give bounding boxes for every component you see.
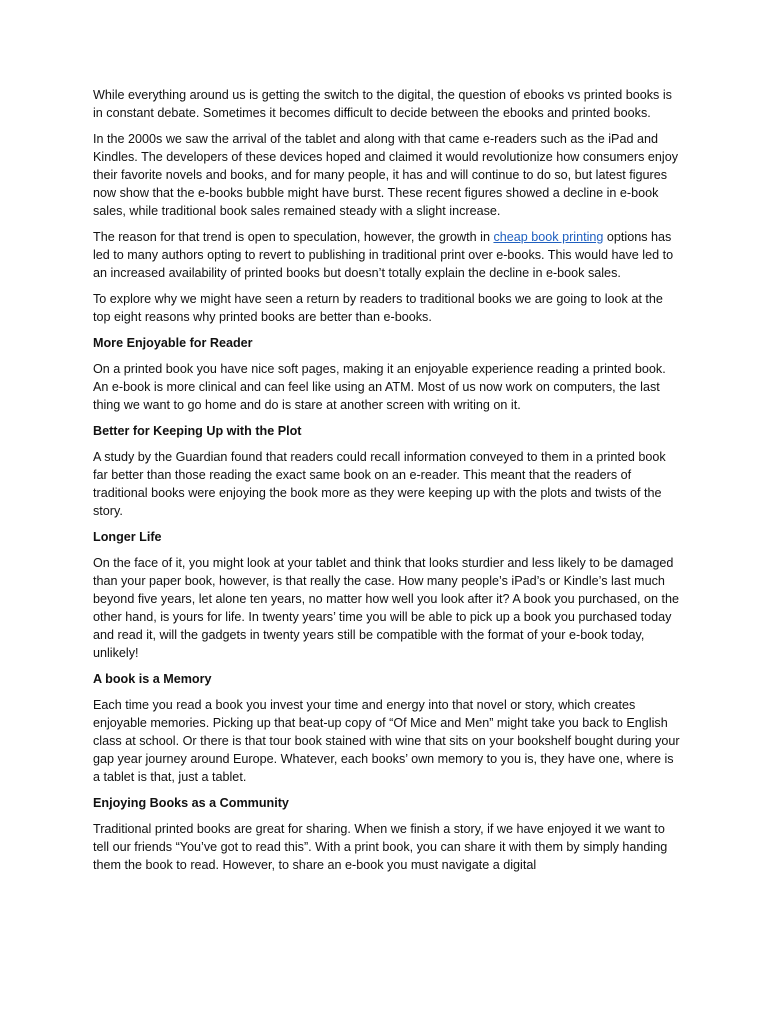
paragraph-longer-life: On the face of it, you might look at your tablet and think that looks sturdier and less likely to be damaged than your paper book, however, is that really the case. How many people’s iPad’s or Kindle’s last much beyond five years, let alone ten years, no matter how well you look after it? A book you purchased, on the other hand, is yours for life. In twenty years’ time you will be able to pick up a book you purchased today and read it, will the gadgets in twenty years still be compatible with the format of your e-book today, unlikely! (93, 556, 679, 660)
document-page (93, 86, 683, 882)
heading-book-memory: A book is a Memory (93, 672, 212, 686)
paragraph-explore: To explore why we might have seen a return by readers to traditional books we are going to look at the top eight reasons why printed books are better than e-books. (93, 292, 663, 324)
heading-community: Enjoying Books as a Community (93, 796, 289, 810)
paragraph-tablet-arrival: In the 2000s we saw the arrival of the tablet and along with that came e-readers such as the iPad and Kindles. The developers of these devices hoped and claimed it would revolutionize how consumers enjoy their favorite novels and books, and for many people, it has and will continue to do so, but latest figures now show that the e-books bubble might have burst. These recent figures showed a decline in e-book sales, while traditional book sales remained steady with a slight increase. (93, 132, 679, 218)
cheap-book-printing-link[interactable]: cheap book printing (493, 230, 604, 244)
heading-more-enjoyable: More Enjoyable for Reader (93, 336, 253, 350)
paragraph-intro: While everything around us is getting the switch to the digital, the question of ebooks vs printed books is in constant debate. Sometimes it becomes difficult to decide between the ebooks and printed books. (93, 88, 672, 120)
heading-keeping-up-plot: Better for Keeping Up with the Plot (93, 424, 302, 438)
paragraph-more-enjoyable: On a printed book you have nice soft pages, making it an enjoyable experience reading a printed book. An e-book is more clinical and can feel like using an ATM. Most of us now work on computers, the last thing we want to go home and do is stare at another screen with writing on it. (93, 362, 666, 412)
paragraph-trend-text-start: The reason for that trend is open to speculation, however, the growth in (93, 230, 494, 244)
paragraph-trend-text-end: options has led to many authors opting to revert to publishing in traditional print over e-books. This would have led to an increased availability of printed books but doesn’t totally explain the decline in e-book sales. (93, 230, 674, 280)
paragraph-book-memory: Each time you read a book you invest your time and energy into that novel or story, which creates enjoyable memories. Picking up that beat-up copy of “Of Mice and Men” might take you back to English class at school. Or there is that tour book stained with wine that sits on your bookshelf bought during your gap year journey around Europe. Whatever, each books’ own memory to you is, they have one, where is a tablet is that, just a tablet. (93, 698, 680, 784)
heading-longer-life: Longer Life (93, 530, 162, 544)
paragraph-keeping-up-plot: A study by the Guardian found that readers could recall information conveyed to them in a printed book far better than those reading the exact same book on an e-reader. This meant that the readers of traditional books were enjoying the book more as they were keeping up with the plots and twists of the story. (93, 450, 666, 518)
paragraph-trend (93, 228, 683, 282)
paragraph-community: Traditional printed books are great for sharing. When we finish a story, if we have enjoyed it we want to tell our friends “You’ve got to read this”. With a print book, you can share it with them by simply handing them the book to read. However, to share an e-book you must navigate a digital (93, 822, 668, 872)
